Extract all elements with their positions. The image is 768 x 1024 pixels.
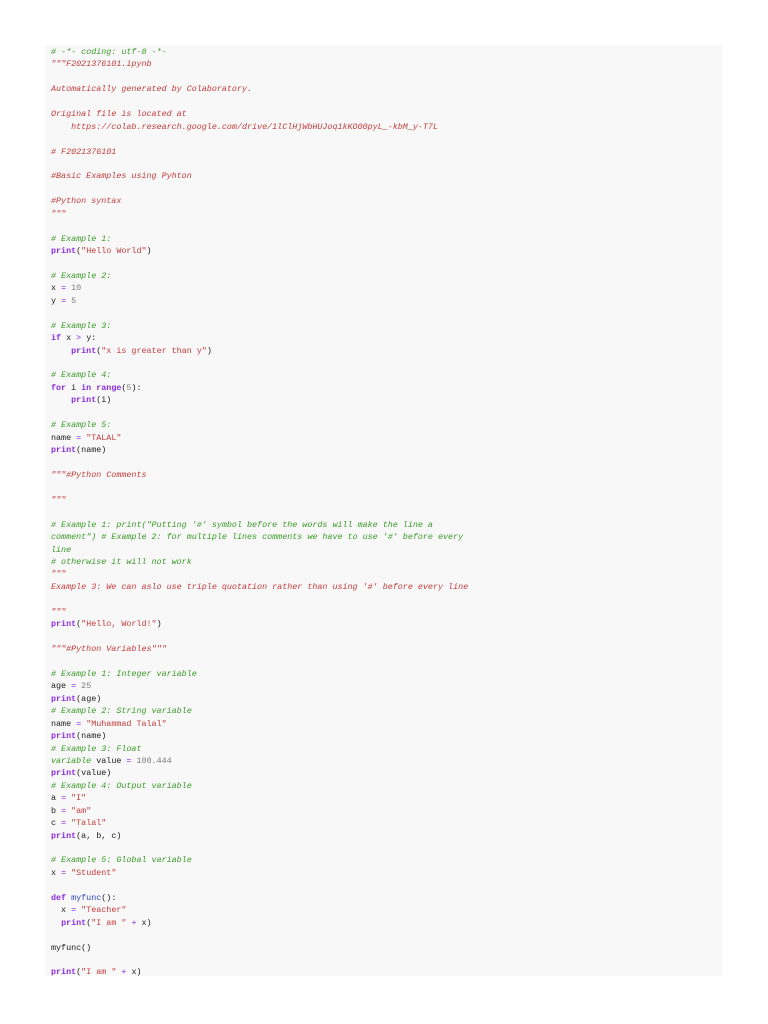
code-line <box>51 892 468 904</box>
code-line <box>51 233 468 245</box>
code-line <box>51 96 468 108</box>
code-line <box>51 568 468 580</box>
code-line <box>51 705 468 717</box>
code-line <box>51 71 468 83</box>
code-line <box>51 519 468 531</box>
comment-token: variable <box>51 755 92 766</box>
code-token: myfunc() <box>51 942 92 953</box>
code-line <box>51 332 468 344</box>
docstring-token: https://colab.research.google.com/drive/1lClHjWbHUJoq1kKO00pyL_-kbM_y-T7L <box>51 121 438 132</box>
code-line <box>51 618 468 630</box>
code-line <box>51 830 468 842</box>
comment-token: # Example 3: Float <box>51 743 142 754</box>
code-line <box>51 867 468 879</box>
code-line <box>51 718 468 730</box>
string-token: "I am " <box>91 917 127 928</box>
code-token: value <box>91 755 127 766</box>
docstring-token: Automatically generated by Colaboratory. <box>51 84 253 95</box>
builtin-token: print <box>71 345 97 356</box>
docstring-token: """ <box>51 606 67 617</box>
code-line <box>51 693 468 705</box>
comment-token: # Example 4: Output variable <box>51 780 192 791</box>
code-line <box>51 58 468 70</box>
code-token: y <box>51 295 62 306</box>
code-line <box>51 854 468 866</box>
comment-token: # -*- coding: utf-8 -*- <box>51 47 167 57</box>
code-line <box>51 369 468 381</box>
operator-token: = <box>76 432 82 443</box>
code-line <box>51 668 468 680</box>
comment-token: comment") # Example 2: for multiple lines comments we have to use '#' before every <box>51 532 464 543</box>
code-line <box>51 544 468 556</box>
code-line <box>51 183 468 195</box>
code-line <box>51 158 468 170</box>
code-line <box>51 320 468 332</box>
docstring-token: #Python syntax <box>51 196 122 207</box>
string-token: "Student" <box>71 867 117 878</box>
string-token: "Hello World" <box>81 246 147 256</box>
code-token: age <box>51 681 72 692</box>
operator-token: + <box>121 967 127 978</box>
code-token: x <box>51 905 72 916</box>
code-listing <box>51 46 468 979</box>
code-line <box>51 593 468 605</box>
code-line <box>51 407 468 419</box>
operator-token: = <box>76 718 82 729</box>
string-token: "x is greater than y" <box>101 345 207 356</box>
code-line <box>51 108 468 120</box>
code-line <box>51 817 468 829</box>
operator-token: = <box>61 818 67 829</box>
code-line <box>51 345 468 357</box>
builtin-token: print <box>51 768 77 779</box>
builtin-token: print <box>51 445 77 455</box>
string-token: "Teacher" <box>81 905 127 916</box>
builtin-token: print <box>51 830 77 841</box>
code-line <box>51 631 468 643</box>
builtin-token: range <box>96 382 122 393</box>
number-token: 100.444 <box>136 755 172 766</box>
builtin-token: print <box>51 693 77 704</box>
code-token: ( <box>86 917 92 928</box>
comment-token: # Example 5: <box>51 420 112 431</box>
number-token: 10 <box>71 283 82 294</box>
code-token <box>51 918 61 928</box>
docstring-token: """ <box>51 569 67 580</box>
code-line <box>51 655 468 667</box>
code-token: i <box>66 382 82 393</box>
code-token: ( <box>76 967 82 978</box>
code-line <box>51 257 468 269</box>
string-token: "Talal" <box>71 818 107 829</box>
code-line <box>51 842 468 854</box>
code-line <box>51 307 468 319</box>
code-page <box>45 45 722 976</box>
builtin-token: print <box>51 246 77 256</box>
code-line <box>51 456 468 468</box>
code-line <box>51 270 468 282</box>
number-token: 5 <box>126 382 132 393</box>
code-line <box>51 954 468 966</box>
code-line <box>51 767 468 779</box>
docstring-token: #Basic Examples using Pyhton <box>51 171 192 182</box>
code-line <box>51 208 468 220</box>
comment-token: # Example 2: <box>51 270 112 281</box>
code-token: x <box>51 283 62 294</box>
code-token: ) <box>206 345 212 356</box>
operator-token: = <box>71 681 77 692</box>
code-token: (age) <box>76 693 102 704</box>
code-token: ) <box>156 619 162 630</box>
code-line <box>51 805 468 817</box>
operator-token: = <box>71 905 77 916</box>
operator-token: + <box>131 917 137 928</box>
comment-token: # Example 2: String variable <box>51 706 192 717</box>
code-line <box>51 382 468 394</box>
string-token: "Hello, World!" <box>81 619 157 630</box>
code-line <box>51 195 468 207</box>
string-token: "I" <box>71 793 87 804</box>
comment-token: # Example 5: Global variable <box>51 855 192 866</box>
code-token: x <box>61 333 77 344</box>
code-line <box>51 904 468 916</box>
code-token <box>51 346 71 356</box>
code-line <box>51 531 468 543</box>
code-line <box>51 929 468 941</box>
comment-token: # otherwise it will not work <box>51 556 192 567</box>
code-line <box>51 83 468 95</box>
code-token: c <box>51 818 62 829</box>
code-line <box>51 419 468 431</box>
docstring-token: Example 3: We can aslo use triple quotation rather than using '#' before every line <box>51 581 469 592</box>
string-token: "I am " <box>81 967 117 978</box>
docstring-token: """#Python Comments <box>51 469 147 480</box>
code-token: name <box>51 718 77 729</box>
code-token: a <box>51 793 62 804</box>
code-line <box>51 394 468 406</box>
code-line <box>51 494 468 506</box>
code-token: y: <box>81 333 97 344</box>
code-token: name <box>51 432 77 443</box>
code-line <box>51 295 468 307</box>
code-line <box>51 743 468 755</box>
builtin-token: print <box>71 395 97 406</box>
code-token: ( <box>76 246 82 256</box>
code-line <box>51 46 468 58</box>
code-line <box>51 680 468 692</box>
code-line <box>51 581 468 593</box>
code-line <box>51 917 468 929</box>
operator-token: = <box>61 805 67 816</box>
code-line <box>51 245 468 257</box>
code-token: (a, b, c) <box>76 830 122 841</box>
code-token: (name) <box>76 731 107 742</box>
code-line <box>51 755 468 767</box>
docstring-token: """#Python Variables""" <box>51 644 167 654</box>
number-token: 25 <box>81 681 92 692</box>
code-line <box>51 282 468 294</box>
operator-token: = <box>61 793 67 804</box>
docstring-token: """F2021376101.ipynb <box>51 59 152 70</box>
code-token: x <box>51 867 62 878</box>
code-token: x) <box>126 967 142 978</box>
operator-token: = <box>61 867 67 878</box>
code-token: ) <box>146 246 152 256</box>
code-line <box>51 556 468 568</box>
keyword-token: if <box>51 333 62 344</box>
code-line <box>51 133 468 145</box>
code-line <box>51 220 468 232</box>
string-token: "am" <box>71 805 92 816</box>
code-line <box>51 606 468 618</box>
code-token: b <box>51 805 62 816</box>
function-name-token: myfunc <box>71 892 102 903</box>
code-token: (name) <box>76 445 107 455</box>
code-line <box>51 643 468 655</box>
comment-token: # Example 3: <box>51 320 112 331</box>
code-token: x) <box>136 917 152 928</box>
keyword-token: in <box>81 382 92 393</box>
code-token: (i) <box>96 395 112 406</box>
builtin-token: print <box>61 917 87 928</box>
comment-token: # Example 1: Integer variable <box>51 668 197 679</box>
code-line <box>51 357 468 369</box>
operator-token: = <box>126 755 132 766</box>
code-token <box>51 395 71 405</box>
docstring-token: """ <box>51 494 67 505</box>
code-line <box>51 444 468 456</box>
builtin-token: print <box>51 619 77 630</box>
comment-token: # Example 1: print("Putting '#' symbol before the words will make the line a <box>51 519 433 530</box>
code-line <box>51 481 468 493</box>
operator-token: = <box>61 295 67 306</box>
code-line <box>51 121 468 133</box>
comment-token: line <box>51 544 72 555</box>
code-line <box>51 146 468 158</box>
builtin-token: print <box>51 731 77 742</box>
comment-token: # Example 4: <box>51 370 112 381</box>
code-token: (): <box>101 892 117 903</box>
code-line <box>51 506 468 518</box>
operator-token: > <box>76 333 82 344</box>
code-line <box>51 879 468 891</box>
keyword-token: for <box>51 382 67 393</box>
code-token: ( <box>96 345 102 356</box>
comment-token: # Example 1: <box>51 233 112 244</box>
code-line <box>51 792 468 804</box>
keyword-token: def <box>51 892 67 903</box>
builtin-token: print <box>51 967 77 978</box>
code-line <box>51 942 468 954</box>
operator-token: = <box>61 283 67 294</box>
docstring-token: Original file is located at <box>51 109 187 120</box>
docstring-token: """ <box>51 208 67 219</box>
code-line <box>51 730 468 742</box>
string-token: "TALAL" <box>86 432 122 443</box>
code-token: (value) <box>76 768 112 779</box>
code-line <box>51 780 468 792</box>
code-token: ( <box>76 619 82 630</box>
docstring-token: # F2021376101 <box>51 146 117 157</box>
code-token: ): <box>131 382 142 393</box>
string-token: "Muhammad Talal" <box>86 718 167 729</box>
code-token: ( <box>121 382 127 393</box>
code-line <box>51 170 468 182</box>
code-line <box>51 966 468 978</box>
code-line <box>51 469 468 481</box>
number-token: 5 <box>71 295 77 306</box>
code-line <box>51 432 468 444</box>
